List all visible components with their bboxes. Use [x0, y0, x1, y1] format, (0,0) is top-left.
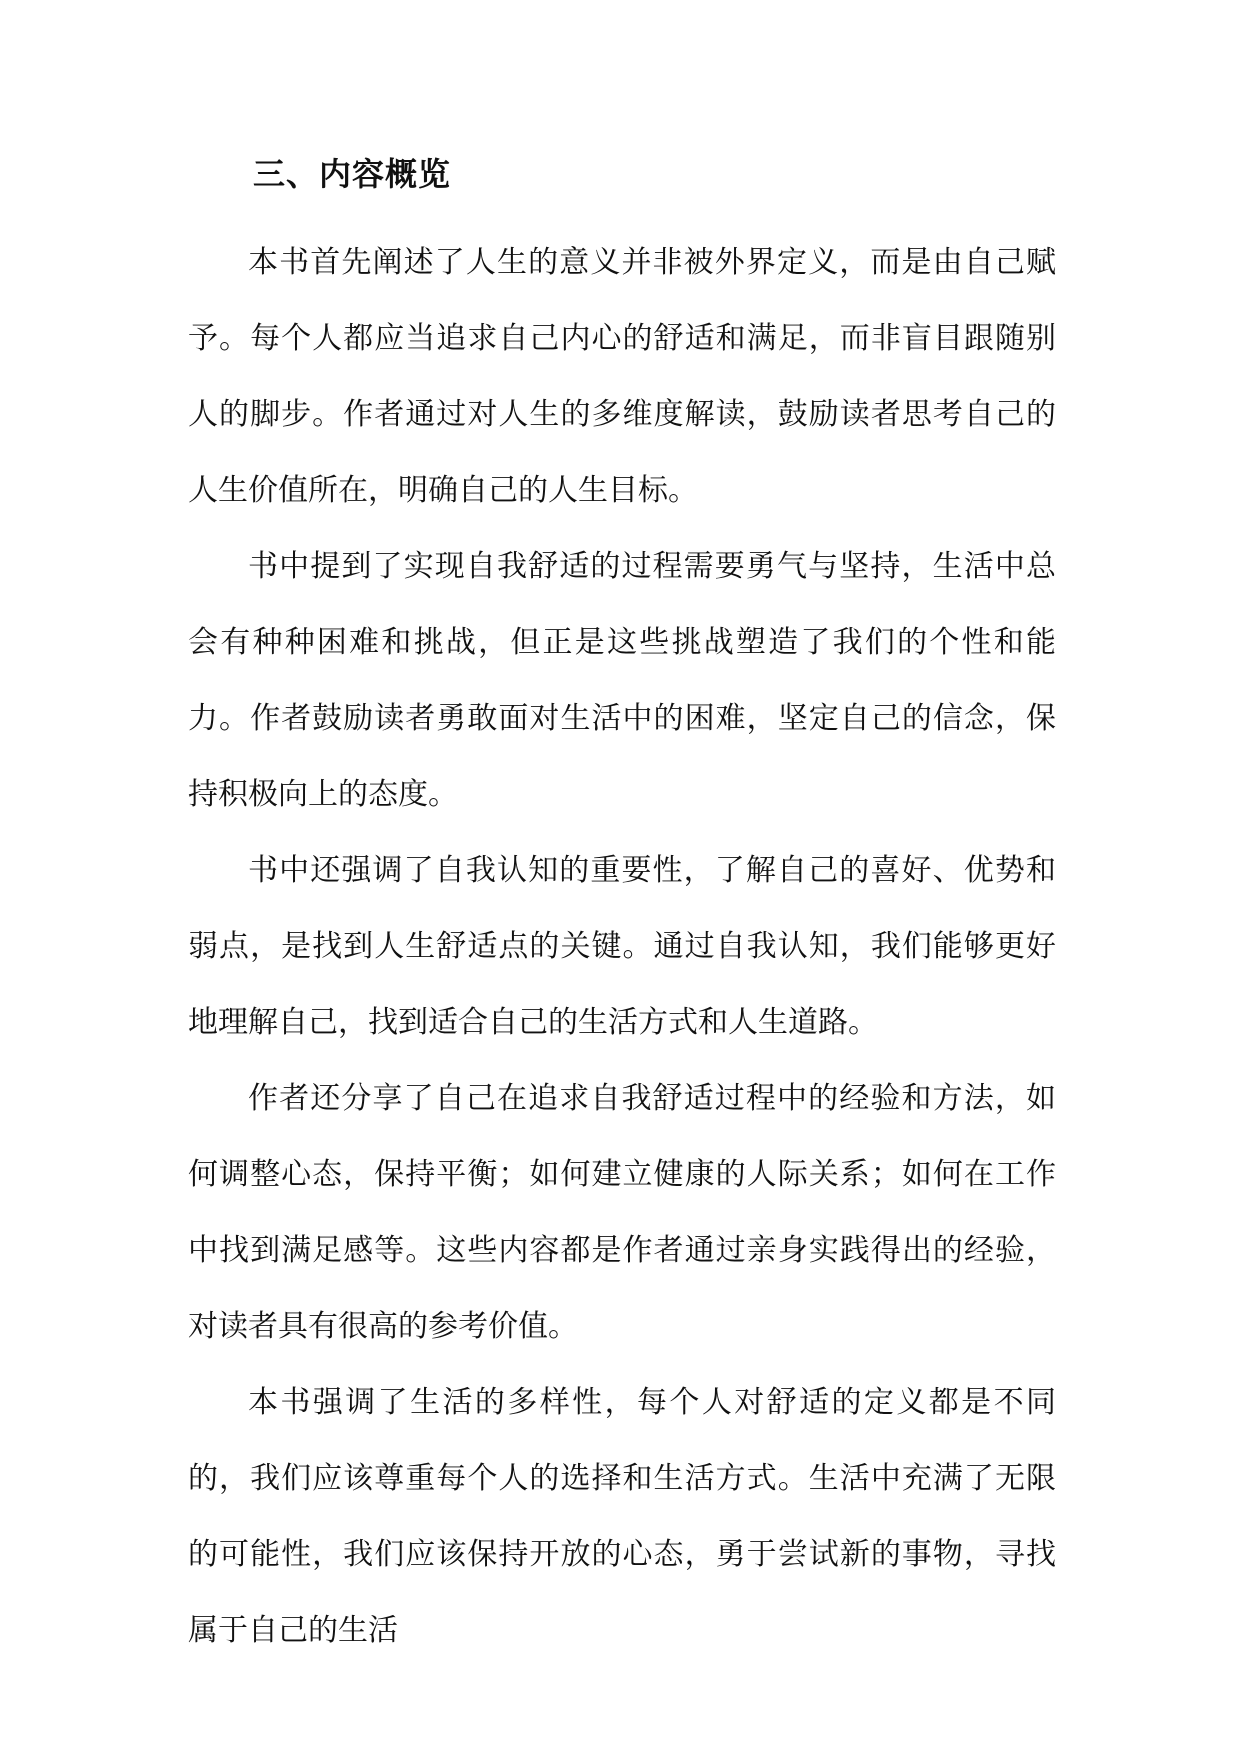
paragraph: 书中还强调了自我认知的重要性，了解自己的喜好、优势和弱点，是找到人生舒适点的关键。通过自我认知，我们能够更好地理解自己，找到适合自己的生活方式和人生道路。 [188, 853, 1056, 1040]
paragraph: 作者还分享了自己在追求自我舒适过程中的经验和方法，如何调整心态，保持平衡；如何建立健康的人际关系；如何在工作中找到满足感等。这些内容都是作者通过亲身实践得出的经验，对读者具有很高的参考价值。 [188, 1081, 1056, 1344]
paragraph: 本书强调了生活的多样性，每个人对舒适的定义都是不同的，我们应该尊重每个人的选择和生活方式。生活中充满了无限的可能性，我们应该保持开放的心态，勇于尝试新的事物，寻找属于自己的生活 [188, 1385, 1056, 1648]
paragraph: 本书首先阐述了人生的意义并非被外界定义，而是由自己赋予。每个人都应当追求自己内心的舒适和满足，而非盲目跟随别人的脚步。作者通过对人生的多维度解读，鼓励读者思考自己的人生价值所在，明确自己的人生目标。 [188, 245, 1056, 508]
paragraph: 书中提到了实现自我舒适的过程需要勇气与坚持，生活中总会有种种困难和挑战，但正是这些挑战塑造了我们的个性和能力。作者鼓励读者勇敢面对生活中的困难，坚定自己的信念，保持积极向上的态度。 [188, 549, 1056, 812]
section-body [188, 225, 1056, 1669]
section-heading: 三、内容概览 [253, 155, 452, 193]
